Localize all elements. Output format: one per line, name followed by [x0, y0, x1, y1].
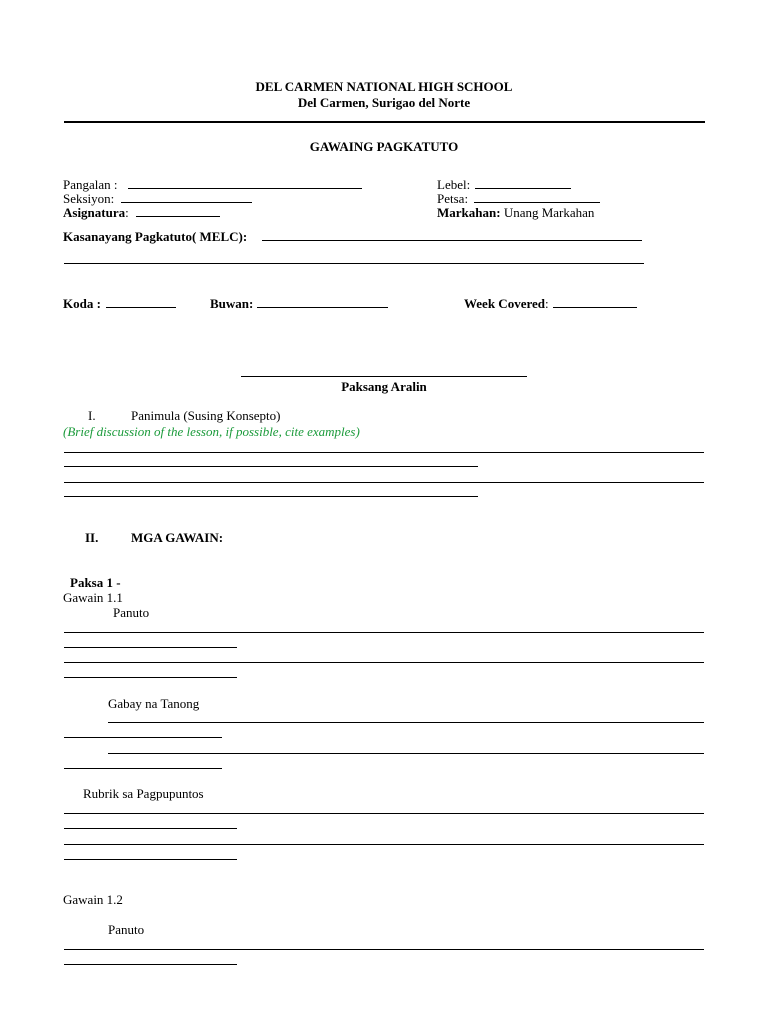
week-covered-label: Week Covered — [464, 296, 545, 311]
answer-line[interactable] — [64, 466, 478, 467]
answer-line[interactable] — [64, 768, 222, 769]
answer-line[interactable] — [64, 949, 704, 950]
gawain12-label: Gawain 1.2 — [63, 892, 123, 907]
asignatura-label: Asignatura — [63, 205, 126, 220]
melc-label: Kasanayang Pagkatuto( MELC): — [63, 229, 248, 244]
answer-line[interactable] — [64, 482, 704, 483]
seksiyon-label: Seksiyon: — [63, 191, 115, 206]
answer-line[interactable] — [64, 813, 704, 814]
asignatura-colon: : — [125, 205, 129, 220]
petsa-field[interactable] — [474, 202, 600, 203]
pangalan-field[interactable] — [128, 188, 362, 189]
school-address: Del Carmen, Surigao del Norte — [297, 95, 471, 110]
section2-number: II. — [85, 530, 99, 545]
lebel-field[interactable] — [475, 188, 571, 189]
answer-line[interactable] — [64, 677, 237, 678]
asignatura-field[interactable] — [136, 216, 220, 217]
answer-line[interactable] — [64, 647, 237, 648]
answer-line[interactable] — [108, 722, 704, 723]
melc-field[interactable] — [262, 240, 642, 241]
markahan-value: Unang Markahan — [503, 205, 595, 220]
markahan-row — [437, 205, 594, 220]
header-divider — [64, 121, 705, 123]
topic-label: Paksang Aralin — [341, 379, 427, 394]
buwan-label: Buwan: — [210, 296, 254, 311]
answer-line[interactable] — [64, 452, 704, 453]
asignatura-row — [63, 205, 129, 220]
paksa1-label: Paksa 1 - — [70, 575, 121, 590]
week-covered-field[interactable] — [553, 307, 637, 308]
gabay-label: Gabay na Tanong — [108, 696, 200, 711]
week-covered-colon: : — [545, 296, 549, 311]
pangalan-label: Pangalan : — [63, 177, 118, 192]
lebel-label: Lebel: — [437, 177, 471, 192]
answer-line[interactable] — [64, 964, 237, 965]
answer-line[interactable] — [64, 496, 478, 497]
koda-field[interactable] — [106, 307, 176, 308]
section1-title: Panimula (Susing Konsepto) — [131, 408, 281, 423]
topic-field[interactable] — [241, 376, 527, 377]
panuto1-label: Panuto — [113, 605, 150, 620]
week-covered-row — [464, 296, 549, 311]
section1-hint: (Brief discussion of the lesson, if possible, cite examples) — [63, 424, 360, 439]
form-title: GAWAING PAGKATUTO — [309, 139, 459, 154]
seksiyon-field[interactable] — [121, 202, 252, 203]
buwan-field[interactable] — [257, 307, 388, 308]
koda-label: Koda : — [63, 296, 101, 311]
school-name: DEL CARMEN NATIONAL HIGH SCHOOL — [255, 79, 513, 94]
panuto2-label: Panuto — [108, 922, 145, 937]
section2-title: MGA GAWAIN: — [131, 530, 224, 545]
melc-field-line2[interactable] — [64, 263, 644, 264]
section1-number: I. — [88, 408, 96, 423]
answer-line[interactable] — [64, 859, 237, 860]
answer-line[interactable] — [64, 844, 704, 845]
markahan-label: Markahan: — [437, 205, 501, 220]
gawain11-label: Gawain 1.1 — [63, 590, 123, 605]
petsa-label: Petsa: — [437, 191, 469, 206]
rubrik-label: Rubrik sa Pagpupuntos — [83, 786, 204, 801]
answer-line[interactable] — [64, 632, 704, 633]
answer-line[interactable] — [64, 737, 222, 738]
answer-line[interactable] — [64, 662, 704, 663]
answer-line[interactable] — [108, 753, 704, 754]
answer-line[interactable] — [64, 828, 237, 829]
